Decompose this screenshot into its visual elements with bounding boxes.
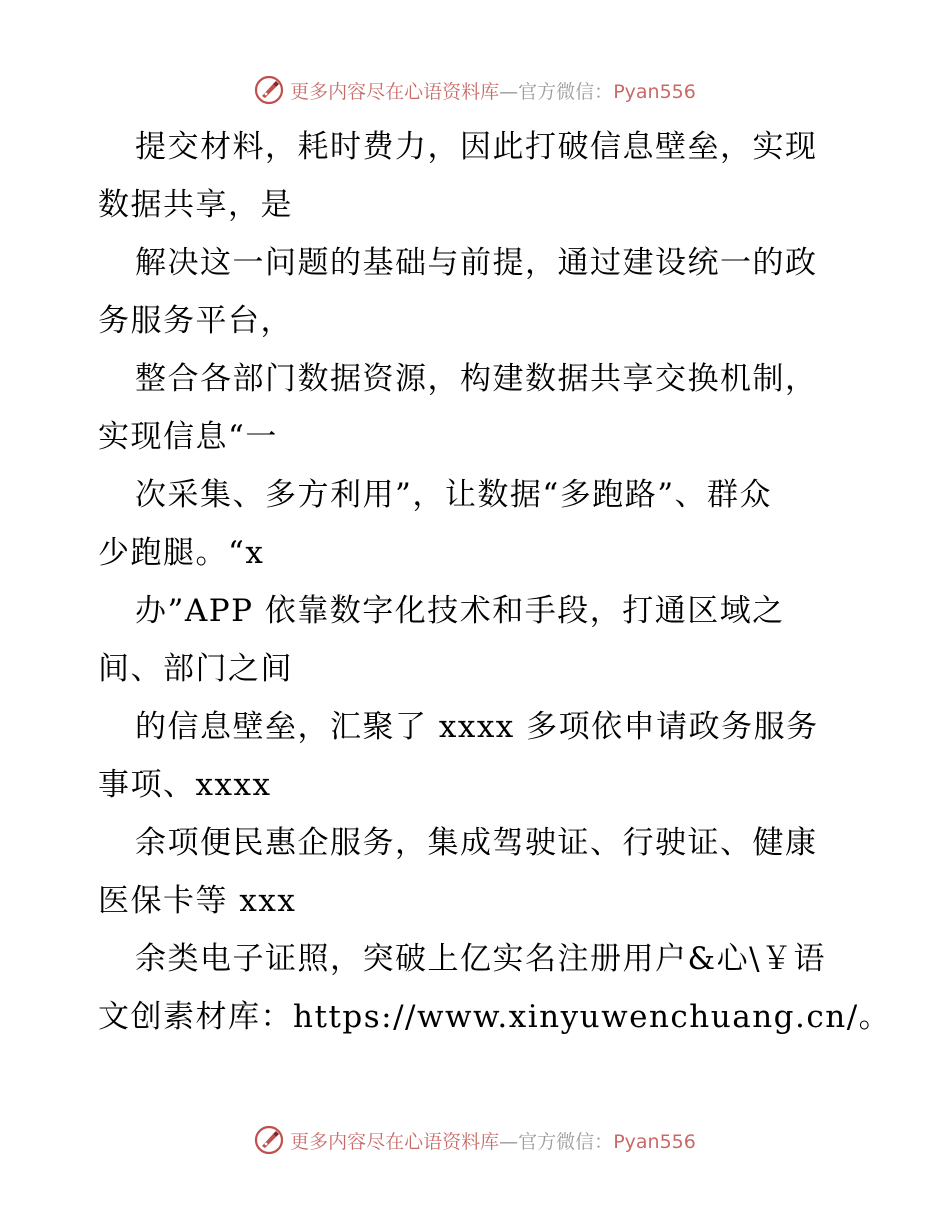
watermark-main-text: 更多内容尽在心语资料库: [290, 1130, 500, 1153]
document-body: [98, 118, 892, 1046]
text-line: 余类电子证照，突破上亿实名注册用户&心\￥语: [135, 941, 827, 977]
text-line: 整合各部门数据资源，构建数据共享交换机制，: [135, 361, 818, 397]
text-line: 文创素材库：https://www.xinyuwenchuang.cn/。: [98, 999, 892, 1035]
watermark-wechat-label: 官方微信：: [518, 1130, 614, 1153]
text-line: 数据共享，是: [98, 187, 293, 223]
text-line: 务服务平台，: [98, 303, 293, 339]
text-line: 间、部门之间: [98, 651, 293, 687]
text-line: 医保卡等 xxx: [98, 883, 297, 919]
text-line: 提交材料，耗时费力，因此打破信息壁垒，实现: [135, 129, 818, 165]
text-line: 的信息壁垒，汇聚了 xxxx 多项依申请政务服务: [135, 709, 819, 745]
text-line: 少跑腿。“x: [98, 535, 265, 571]
text-line: 实现信息“一: [98, 419, 278, 455]
watermark-wechat-id: Pyan556: [613, 1130, 696, 1153]
pen-nib-logo-icon: [254, 75, 284, 105]
watermark-wechat-label: 官方微信：: [518, 80, 614, 103]
text-line: 事项、xxxx: [98, 767, 272, 803]
pen-nib-logo-icon: [254, 1125, 284, 1155]
text-line: 办”APP 依靠数字化技术和手段，打通区域之: [135, 593, 785, 629]
text-line: 余项便民惠企服务，集成驾驶证、行驶证、健康: [135, 825, 818, 861]
footer-watermark: [0, 1122, 950, 1158]
text-line: 次采集、多方利用”，让数据“多跑路”、群众: [135, 477, 773, 513]
watermark-dash: —: [499, 80, 519, 103]
header-watermark: [0, 72, 950, 108]
watermark-wechat-id: Pyan556: [613, 80, 696, 103]
watermark-dash: —: [499, 1130, 519, 1153]
watermark-main-text: 更多内容尽在心语资料库: [290, 80, 500, 103]
text-line: 解决这一问题的基础与前提，通过建设统一的政: [135, 245, 818, 281]
